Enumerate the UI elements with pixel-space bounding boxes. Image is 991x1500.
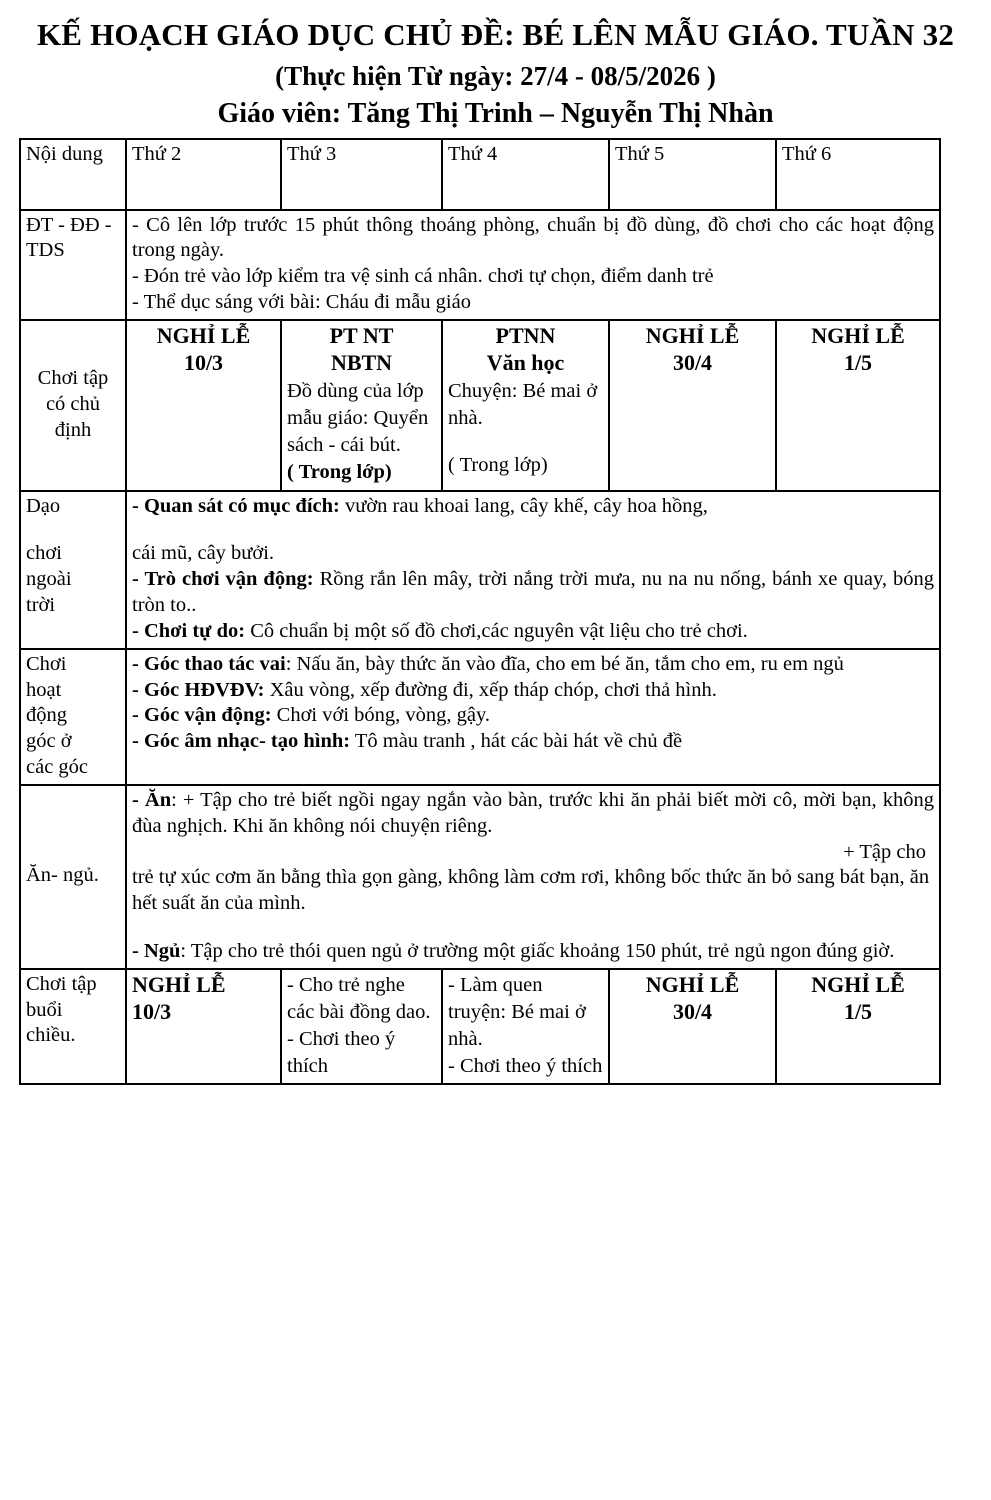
chieu-wed-line-1: - Làm quen truyện: Bé mai ở nhà. — [448, 973, 586, 1050]
lesson-location-tue: ( Trong lớp) — [287, 461, 392, 484]
dao-choi-item-3 — [132, 567, 934, 619]
an-ngu-an-continued: trẻ tự xúc cơm ăn bằng thìa gọn gàng, không làm cơm rơi, không bốc thức ăn bỏ sang bát bạn, ăn hết suất ăn của mình. — [132, 866, 930, 915]
row-label-chieu-line-1: Chơi tập — [26, 972, 97, 995]
lesson-spacer-wed — [448, 432, 603, 452]
row-label-choi-tap-buoi-chieu — [20, 969, 126, 1084]
lesson-area-tue-1: PT NT — [329, 322, 394, 348]
document-date-range: (Thực hiện Từ ngày: 27/4 - 08/5/2026 ) — [275, 60, 716, 91]
lesson-area-tue-2: NBTN — [330, 349, 393, 375]
an-ngu-an-line — [132, 788, 934, 840]
row-label-choi-hoat-dong-goc — [20, 649, 126, 785]
row-label-goc-line-4: góc ở — [26, 730, 72, 753]
row-label-choi-tap-co-chu-dinh: Chơi tập có chủ định — [20, 320, 126, 491]
row-label-dao-choi-ngoai-troi — [20, 491, 126, 649]
row-label-an-ngu: Ăn- ngủ. — [20, 785, 126, 969]
dao-choi-item-1 — [132, 494, 934, 520]
dao-choi-item-3-text: Rồng rắn lên mây, trời nắng trời mưa, nu na nu nống, bánh xe quay, bóng tròn to.. — [132, 568, 934, 617]
cell-chieu-thu-4 — [442, 969, 609, 1084]
lesson-body-tue: Đồ dùng của lớp mẫu giáo: Quyển sách - cái bút. — [287, 379, 429, 457]
column-header-thu-4: Thứ 4 — [442, 139, 609, 210]
goc-item-3-label: - Góc vận động: — [132, 704, 272, 727]
row-label-chieu-line-2: buổi — [26, 998, 63, 1021]
plan-table-wrapper — [0, 138, 991, 1085]
table-row-choi-tap-co-chu-dinh — [20, 320, 940, 491]
weekly-plan-table — [19, 138, 941, 1085]
cell-chieu-thu-2 — [126, 969, 281, 1084]
chieu-tue-line-2: - Chơi theo ý thích — [287, 1027, 396, 1077]
row-label-dao-choi-gap — [26, 519, 120, 541]
goc-item-3-text: Chơi với bóng, vòng, gậy. — [271, 704, 491, 727]
cell-chu-dinh-thu-2 — [126, 320, 281, 491]
row-label-dao-choi-line-2: chơi — [26, 542, 62, 565]
holiday-date-mon: 10/3 — [183, 349, 224, 375]
dao-choi-item-1-text: vườn rau khoai lang, cây khế, cây hoa hồng, — [339, 494, 708, 517]
row-label-dao-choi-line-4: trời — [26, 594, 56, 617]
an-ngu-ngu-line — [132, 939, 934, 965]
row-label-chieu-line-3: chiều. — [26, 1024, 76, 1047]
row-content-dao-choi-ngoai-troi — [126, 491, 940, 649]
holiday-date-chieu-mon: 10/3 — [132, 998, 172, 1024]
an-ngu-ngu-text: : Tập cho trẻ thói quen ngủ ở trường một giấc khoảng 150 phút, trẻ ngủ ngon đúng giờ. — [180, 940, 895, 962]
table-header-row — [20, 139, 940, 210]
goc-item-1-label: - Góc thao tác vai — [132, 652, 286, 675]
holiday-title-chieu-thu: NGHỈ LỄ — [645, 971, 740, 997]
cell-chu-dinh-thu-4 — [442, 320, 609, 491]
goc-item-4 — [132, 729, 934, 755]
row-content-don-tre — [126, 210, 940, 320]
an-ngu-ngu-label: - Ngủ — [132, 940, 181, 962]
chieu-wed-line-2: - Chơi theo ý thích — [448, 1054, 603, 1077]
goc-item-2 — [132, 678, 934, 704]
goc-item-4-label: - Góc âm nhạc- tạo hình: — [132, 730, 351, 753]
table-row-dao-choi-ngoai-troi — [20, 491, 940, 649]
lesson-body-wed: Chuyện: Bé mai ở nhà. — [448, 379, 598, 429]
cell-chu-dinh-thu-3 — [281, 320, 442, 491]
dao-choi-item-1-label: - Quan sát có mục đích: — [132, 494, 340, 517]
holiday-title-chieu-mon: NGHỈ LỄ — [132, 971, 226, 997]
dao-choi-item-4-label: - Chơi tự do: — [132, 619, 246, 642]
row-content-an-ngu — [126, 785, 940, 969]
goc-item-2-text: Xâu vòng, xếp đường đi, xếp tháp chóp, chơi thả hình. — [264, 678, 717, 701]
table-row-don-tre — [20, 210, 940, 320]
column-header-noi-dung: Nội dung — [20, 139, 126, 210]
table-row-choi-hoat-dong-goc — [20, 649, 940, 785]
holiday-date-chieu-thu: 30/4 — [672, 998, 713, 1024]
row-label-goc-line-3: động — [26, 704, 67, 727]
an-ngu-an-label: - Ăn — [132, 788, 172, 811]
row-label-goc-line-5: các góc — [26, 756, 89, 779]
dao-choi-gap — [132, 519, 934, 541]
goc-item-1-text: : Nấu ăn, bày thức ăn vào đĩa, cho em bé ăn, tắm cho em, ru em ngủ — [285, 652, 844, 675]
column-header-thu-3: Thứ 3 — [281, 139, 442, 210]
lesson-area-wed-2: Văn học — [486, 349, 565, 375]
an-ngu-an-right: + Tập cho — [843, 840, 926, 863]
dao-choi-item-2: cái mũ, cây bưởi. — [132, 542, 275, 565]
row-label-don-tre: ĐT - ĐĐ - TDS — [20, 210, 126, 320]
cell-chu-dinh-thu-6 — [776, 320, 940, 491]
chieu-tue-line-1: - Cho trẻ nghe các bài đồng dao. — [287, 973, 431, 1023]
column-header-thu-6: Thứ 6 — [776, 139, 940, 210]
holiday-date-chieu-fri: 1/5 — [843, 998, 873, 1024]
table-row-an-ngu — [20, 785, 940, 969]
row-label-dao-choi-line-1: Dạo — [26, 494, 61, 517]
goc-item-3 — [132, 703, 934, 729]
an-ngu-gap — [132, 917, 934, 939]
column-header-thu-5: Thứ 5 — [609, 139, 776, 210]
holiday-date-thu: 30/4 — [672, 349, 713, 375]
lesson-area-wed-1: PTNN — [495, 322, 556, 348]
don-tre-line-1: - Cô lên lớp trước 15 phút thông thoáng phòng, chuẩn bị đồ dùng, đồ chơi cho các hoạt động trong ngày. — [132, 213, 934, 262]
cell-chieu-thu-3 — [281, 969, 442, 1084]
document-teachers: Giáo viên: Tăng Thị Trinh – Nguyễn Thị Nhàn — [217, 97, 774, 129]
cell-chu-dinh-thu-5 — [609, 320, 776, 491]
row-content-choi-hoat-dong-goc — [126, 649, 940, 785]
page-title: KẾ HOẠCH GIÁO DỤC CHỦ ĐỀ: BÉ LÊN MẪU GIÁO. TUẦN 32 — [36, 17, 955, 52]
dao-choi-item-4 — [132, 619, 934, 645]
column-header-thu-2: Thứ 2 — [126, 139, 281, 210]
document-header — [0, 0, 991, 138]
goc-item-2-label: - Góc HĐVĐV: — [132, 678, 265, 701]
an-ngu-an-text: : + Tập cho trẻ biết ngồi ngay ngắn vào bàn, trước khi ăn phải biết mời cô, mời bạn, không đùa nghịch. Khi ăn không nói chuyện riêng. — [132, 788, 934, 837]
goc-item-1 — [132, 652, 934, 678]
holiday-title-chieu-fri: NGHỈ LỄ — [811, 971, 905, 997]
holiday-title-mon: NGHỈ LỄ — [156, 322, 251, 348]
row-label-goc-line-1: Chơi — [26, 652, 67, 675]
dao-choi-item-4-text: Cô chuẩn bị một số đồ chơi,các nguyên vật liệu cho trẻ chơi. — [245, 619, 748, 642]
dao-choi-item-3-label: - Trò chơi vận động: — [132, 568, 314, 591]
holiday-title-fri: NGHỈ LỄ — [811, 322, 905, 348]
row-label-goc-line-2: hoạt — [26, 678, 62, 701]
table-row-choi-tap-buoi-chieu — [20, 969, 940, 1084]
cell-chieu-thu-6 — [776, 969, 940, 1084]
cell-chieu-thu-5 — [609, 969, 776, 1084]
don-tre-line-3: - Thể dục sáng với bài: Cháu đi mẫu giáo — [132, 291, 471, 314]
row-label-dao-choi-line-3: ngoài — [26, 568, 72, 591]
goc-item-4-text: Tô màu tranh , hát các bài hát về chủ đề — [350, 730, 683, 753]
holiday-date-fri: 1/5 — [843, 349, 873, 375]
holiday-title-thu: NGHỈ LỄ — [645, 322, 740, 348]
lesson-location-wed: ( Trong lớp) — [448, 454, 548, 477]
don-tre-line-2: - Đón trẻ vào lớp kiểm tra vệ sinh cá nhân. chơi tự chọn, điểm danh trẻ — [132, 265, 714, 288]
